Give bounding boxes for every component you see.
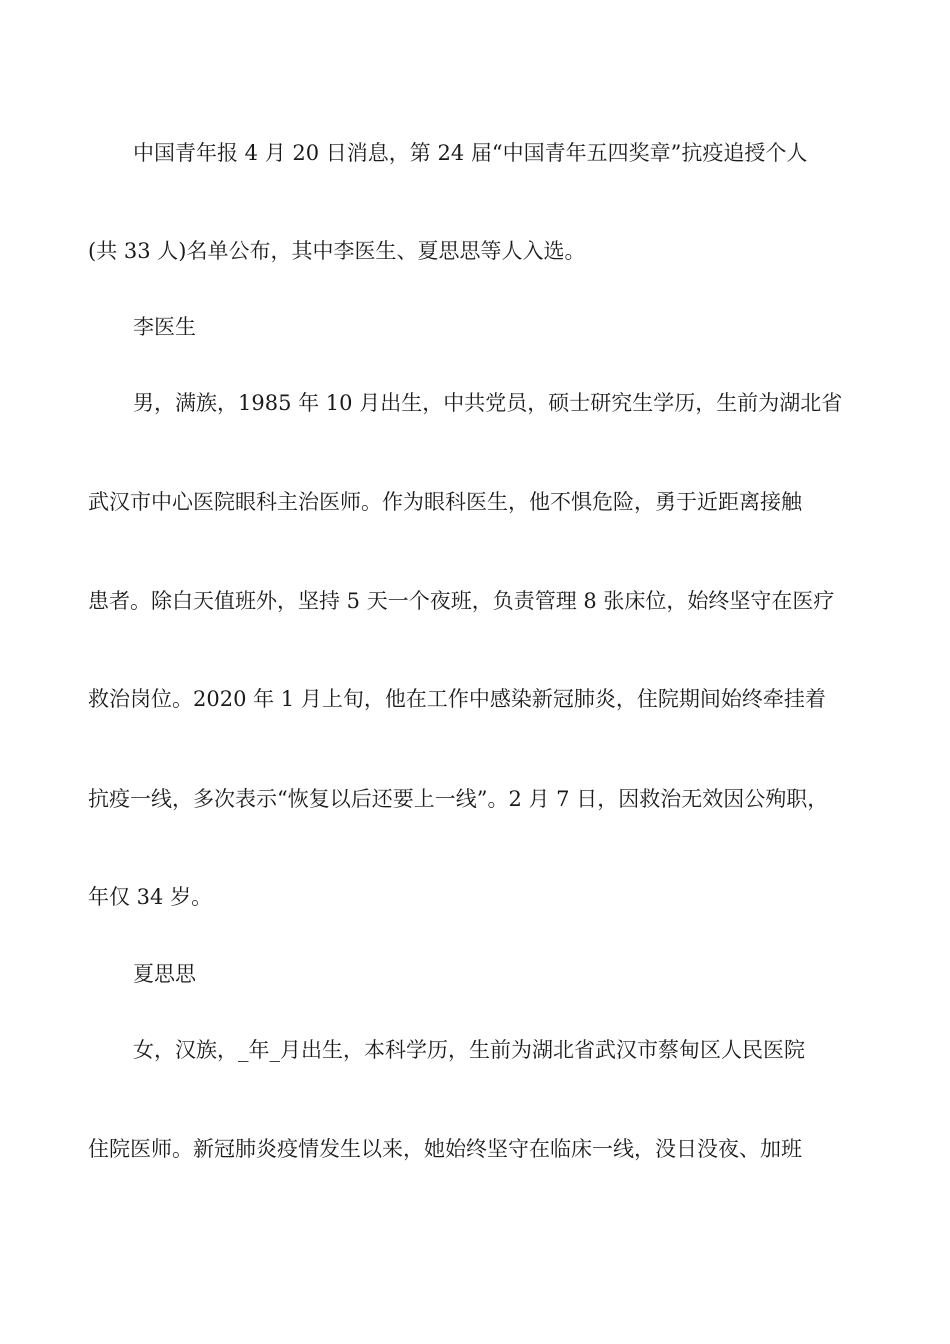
- section-heading-xia: 夏思思: [133, 962, 196, 986]
- paragraph-li-line-5: 抗疫一线，多次表示“恢复以后还要上一线”。2 月 7 日，因救治无效因公殉职，: [88, 787, 829, 811]
- paragraph-li-line-1: 男，满族，1985 年 10 月出生，中共党员，硕士研究生学历，生前为湖北省: [133, 391, 843, 415]
- paragraph-li-line-3: 患者。除白天值班外，坚持 5 天一个夜班，负责管理 8 张床位，始终坚守在医疗: [88, 589, 835, 613]
- section-heading-li: 李医生: [133, 315, 196, 339]
- paragraph-intro-line-1: 中国青年报 4 月 20 日消息，第 24 届“中国青年五四奖章”抗疫追授个人: [133, 141, 808, 165]
- paragraph-xia-line-1: 女，汉族，_年_月出生，本科学历，生前为湖北省武汉市蔡甸区人民医院: [133, 1038, 805, 1062]
- paragraph-li-line-4: 救治岗位。2020 年 1 月上旬，他在工作中感染新冠肺炎，住院期间始终牵挂着: [88, 687, 826, 711]
- paragraph-li-line-6: 年仅 34 岁。: [88, 885, 213, 909]
- paragraph-intro-line-2: (共 33 人)名单公布，其中李医生、夏思思等人入选。: [88, 239, 586, 263]
- paragraph-li-line-2: 武汉市中心医院眼科主治医师。作为眼科医生，他不惧危险，勇于近距离接触: [88, 490, 802, 514]
- paragraph-xia-line-2: 住院医师。新冠肺炎疫情发生以来，她始终坚守在临床一线，没日没夜、加班: [88, 1137, 802, 1161]
